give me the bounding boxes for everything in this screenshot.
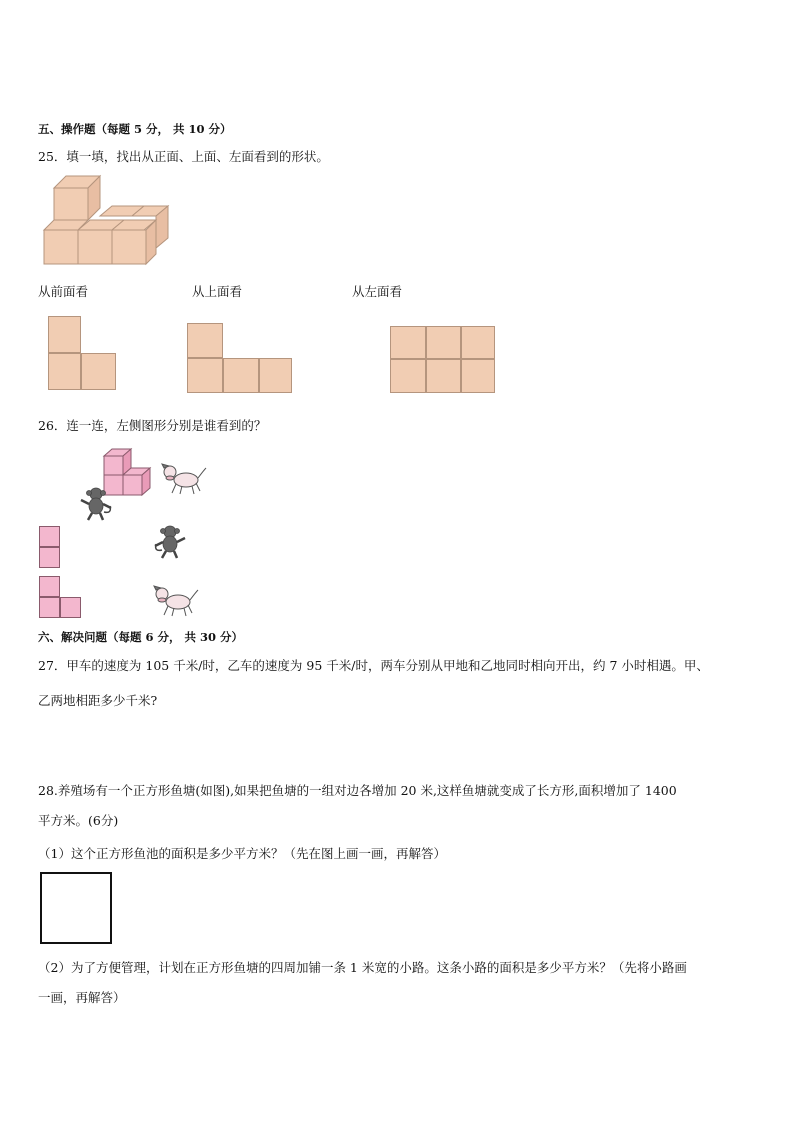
view-cell bbox=[81, 353, 116, 390]
label-top-view: 从上面看 bbox=[192, 284, 243, 299]
question-27-line-1: 27．甲车的速度为 105 千米/时，乙车的速度为 95 千米/时，两车分别从甲地和乙地同时相向开出，约 7 小时相遇。甲、 bbox=[38, 658, 709, 673]
view-cell bbox=[259, 358, 292, 393]
view-cell bbox=[461, 359, 495, 393]
question-26-text: 26．连一连，左侧图形分别是谁看到的？ bbox=[38, 418, 267, 433]
view-cell bbox=[48, 353, 81, 390]
question-28-sub-2-line-2: 一画，再解答） bbox=[38, 990, 126, 1005]
view-cell bbox=[426, 359, 461, 393]
dog-icon bbox=[152, 582, 200, 618]
section-6-heading: 六、解决问题（每题 6 分， 共 30 分） bbox=[38, 630, 244, 644]
view-cell bbox=[187, 358, 223, 393]
label-front-view: 从前面看 bbox=[38, 284, 89, 299]
pink-cell bbox=[39, 547, 60, 568]
view-cell bbox=[426, 326, 461, 359]
pink-cell bbox=[60, 597, 81, 618]
question-28-sub-1: （1）这个正方形鱼池的面积是多少平方米？（先在图上画一画，再解答） bbox=[38, 846, 446, 861]
view-cell bbox=[461, 326, 495, 359]
view-cell bbox=[223, 358, 259, 393]
label-left-view: 从左面看 bbox=[352, 284, 403, 299]
question-25-text: 25．填一填，找出从正面、上面、左面看到的形状。 bbox=[38, 149, 329, 164]
question-27-line-2: 乙两地相距多少千米? bbox=[38, 693, 158, 708]
section-5-heading: 五、操作题（每题 5 分， 共 10 分） bbox=[38, 122, 232, 136]
pink-cell bbox=[39, 526, 60, 547]
view-cell bbox=[48, 316, 81, 353]
pink-cell bbox=[39, 597, 60, 618]
dog-icon bbox=[160, 460, 208, 496]
question-28-sub-2-line-1: （2）为了方便管理，计划在正方形鱼塘的四周加铺一条 1 米宽的小路。这条小路的面积是多少平方米？（先将小路画 bbox=[38, 960, 687, 975]
monkey-icon bbox=[152, 524, 188, 560]
pink-cell bbox=[39, 576, 60, 597]
view-cell bbox=[390, 326, 426, 359]
view-cell bbox=[187, 323, 223, 358]
question-28-line-1: 28.养殖场有一个正方形鱼塘(如图),如果把鱼塘的一组对边各增加 20 米,这样鱼塘就变成了长方形,面积增加了 1400 bbox=[38, 783, 677, 798]
cube-stack-figure bbox=[40, 172, 175, 267]
view-cell bbox=[390, 359, 426, 393]
question-28-line-2: 平方米。(6分) bbox=[38, 813, 119, 828]
monkey-icon bbox=[78, 486, 114, 522]
square-pond-figure bbox=[40, 872, 112, 944]
